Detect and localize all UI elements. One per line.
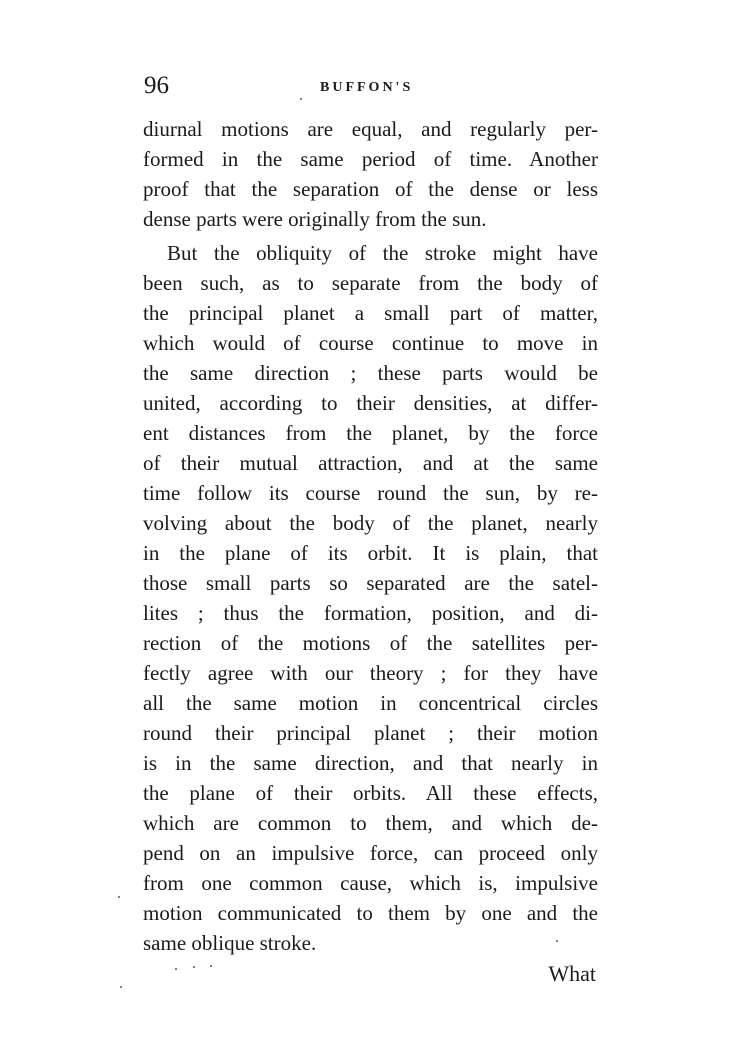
print-speck: [193, 966, 195, 968]
text-line: which would of course continue to move in: [143, 331, 598, 355]
text-line: diurnal motions are equal, and regularly per-: [143, 117, 598, 141]
text-line: which are common to them, and which de-: [143, 811, 598, 835]
text-line: been such, as to separate from the body of: [143, 271, 598, 295]
text-line: the plane of their orbits. All these effects,: [143, 781, 598, 805]
page-number: 96: [144, 72, 169, 99]
text-line: all the same motion in concentrical circles: [143, 691, 598, 715]
text-line: ent distances from the planet, by the force: [143, 421, 598, 445]
text-line: from one common cause, which is, impulsive: [143, 871, 598, 895]
text-line: volving about the body of the planet, nearly: [143, 511, 598, 535]
text-line: dense parts were originally from the sun.: [143, 207, 487, 231]
text-line: formed in the same period of time. Another: [143, 147, 598, 171]
print-speck: [118, 896, 120, 898]
text-line: proof that the separation of the dense or less: [143, 177, 598, 201]
print-speck: [556, 940, 558, 942]
text-line: the principal planet a small part of matter,: [143, 301, 598, 325]
text-line: same oblique stroke.: [143, 931, 317, 955]
text-line: fectly agree with our theory ; for they have: [143, 661, 598, 685]
text-line: is in the same direction, and that nearly in: [143, 751, 598, 775]
text-line: in the plane of its orbit. It is plain, that: [143, 541, 598, 565]
text-line: the same direction ; these parts would be: [143, 361, 598, 385]
paragraph-1: [143, 114, 598, 234]
text-line: round their principal planet ; their motion: [143, 721, 598, 745]
catchword: What: [548, 961, 596, 986]
running-title: BUFFON'S: [320, 80, 414, 95]
text-line: pend on an impulsive force, can proceed only: [143, 841, 598, 865]
body-text: [143, 114, 598, 958]
paragraph-2: [143, 238, 598, 958]
text-line: united, according to their densities, at differ-: [143, 391, 598, 415]
text-line: lites ; thus the formation, position, and di-: [143, 601, 598, 625]
print-speck: [120, 986, 122, 988]
text-line: But the obliquity of the stroke might have: [167, 241, 598, 265]
text-line: those small parts so separated are the satel-: [143, 571, 598, 595]
text-line: time follow its course round the sun, by re-: [143, 481, 598, 505]
running-head: [140, 70, 600, 110]
text-line: of their mutual attraction, and at the same: [143, 451, 598, 475]
print-speck: [175, 968, 177, 970]
text-line: motion communicated to them by one and the: [143, 901, 598, 925]
print-speck: [300, 98, 302, 100]
text-line: rection of the motions of the satellites per-: [143, 631, 598, 655]
print-speck: [210, 965, 212, 967]
